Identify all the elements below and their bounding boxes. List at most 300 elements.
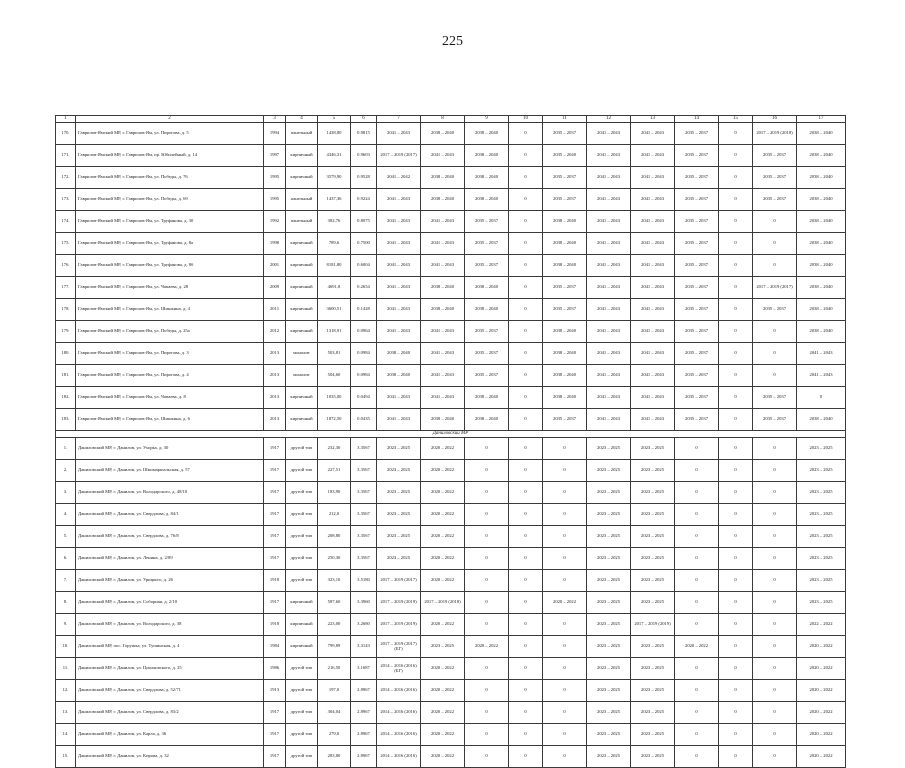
table-cell: 0 <box>753 365 797 387</box>
table-cell: панельный <box>286 189 318 211</box>
table-cell: 2038 – 2040 <box>797 277 846 299</box>
table-row <box>56 255 846 277</box>
table-cell: 2023 – 2025 <box>631 680 675 702</box>
table-cell: 2017 – 2019 (2017) <box>377 145 421 167</box>
table-cell: 181. <box>56 365 76 387</box>
table-cell: 3579,90 <box>318 167 351 189</box>
table-cell: 2035 – 2037 <box>753 189 797 211</box>
header-cell: 6 <box>351 116 377 123</box>
table-cell: 0 <box>719 167 753 189</box>
table-cell: 9. <box>56 614 76 636</box>
table-row <box>56 211 846 233</box>
table-cell: 2038 – 2040 <box>377 365 421 387</box>
table-cell: 2023 – 2025 <box>631 592 675 614</box>
table-row <box>56 145 846 167</box>
table-cell: 0 <box>509 233 543 255</box>
capital-repair-table <box>55 115 846 768</box>
table-cell: 0 <box>509 658 543 680</box>
table-cell: 2038 – 2040 <box>421 167 465 189</box>
table-row <box>56 460 846 482</box>
table-cell: 182. <box>56 387 76 409</box>
table-cell: 0.6004 <box>351 255 377 277</box>
table-cell: 2001 <box>264 255 286 277</box>
table-cell: 0 <box>675 526 719 548</box>
table-cell: 232,30 <box>318 438 351 460</box>
header-cell: 17 <box>797 116 846 123</box>
table-cell: 2023 – 2025 <box>631 460 675 482</box>
table-cell: 2041 – 2043 <box>377 409 421 431</box>
table-cell: 0.8075 <box>351 211 377 233</box>
table-cell: 3.3567 <box>351 504 377 526</box>
table-cell: 8181,80 <box>318 255 351 277</box>
table-cell: 0 <box>509 409 543 431</box>
table-cell: кирпичный <box>286 299 318 321</box>
header-cell: 9 <box>465 116 509 123</box>
table-cell: 0 <box>719 702 753 724</box>
table-cell: 0 <box>719 387 753 409</box>
table-cell: Гаврилов-Ямский МР, г. Гаврилов-Ям, ул. Труфанова, д. 8а <box>76 233 264 255</box>
table-cell: 2023 – 2025 <box>587 636 631 658</box>
header-cell: 4 <box>286 116 318 123</box>
table-cell: 2038 – 2040 <box>797 409 846 431</box>
table-cell: 0 <box>543 482 587 504</box>
table-cell: 0 <box>465 526 509 548</box>
table-cell: 171. <box>56 145 76 167</box>
table-cell: 2041 – 2043 <box>587 321 631 343</box>
table-row <box>56 167 846 189</box>
header-cell: 8 <box>421 116 465 123</box>
table-cell: 0 <box>509 343 543 365</box>
table-cell: 2020 – 2022 <box>797 702 846 724</box>
table-cell: 4346,31 <box>318 145 351 167</box>
table-row <box>56 409 846 431</box>
table-cell: 304,04 <box>318 702 351 724</box>
table-row <box>56 592 846 614</box>
table-cell: 0 <box>465 746 509 768</box>
table-cell: 2014 – 2016 (2016) <box>377 702 421 724</box>
table-cell: 0 <box>719 211 753 233</box>
table-cell: 2035 – 2040 <box>543 145 587 167</box>
table-cell: 0.9815 <box>351 123 377 145</box>
table-cell: Даниловский МР, г. Данилов, ул. Свердлова, д. 52/71 <box>76 680 264 702</box>
table-cell: 0 <box>719 570 753 592</box>
table-cell: 0.9528 <box>351 167 377 189</box>
table-cell: 216,50 <box>318 658 351 680</box>
table-cell: 2035 – 2037 <box>753 299 797 321</box>
table-cell: 2013 <box>264 387 286 409</box>
table-row <box>56 438 846 460</box>
table-cell: 2.8967 <box>351 680 377 702</box>
table-cell: 2038 – 2040 <box>465 167 509 189</box>
table-cell: 3.3567 <box>351 482 377 504</box>
table-cell: 0 <box>465 724 509 746</box>
table-cell: 2041 – 2043 <box>377 277 421 299</box>
table-cell: 0 <box>509 167 543 189</box>
table-cell: 0 <box>675 702 719 724</box>
table-cell: 2023 – 2025 <box>587 724 631 746</box>
table-cell: 2041 – 2043 <box>421 211 465 233</box>
table-cell: 0 <box>719 365 753 387</box>
table-cell: Гаврилов-Ямский МР, г. Гаврилов-Ям, ул. Труфанова, д. 8б <box>76 255 264 277</box>
table-cell: 2041 – 2043 <box>377 189 421 211</box>
table-cell: 2041 – 2043 <box>587 343 631 365</box>
table-cell: другой тип <box>286 438 318 460</box>
table-cell: 0 <box>509 570 543 592</box>
table-cell: 2035 – 2037 <box>543 189 587 211</box>
table-cell: 0 <box>719 460 753 482</box>
table-cell: 2020 – 2022 <box>421 504 465 526</box>
table-row <box>56 658 846 680</box>
table-cell: 2035 – 2037 <box>753 167 797 189</box>
table-cell: другой тип <box>286 724 318 746</box>
table-cell: кирпичный <box>286 387 318 409</box>
table-cell: 2038 – 2040 <box>421 277 465 299</box>
table-cell: другой тип <box>286 680 318 702</box>
table-cell: 3600,51 <box>318 299 351 321</box>
table-cell: 0 <box>753 233 797 255</box>
table-cell: 0 <box>719 548 753 570</box>
table-cell: 1917 <box>264 548 286 570</box>
header-cell: 16 <box>753 116 797 123</box>
table-cell: другой тип <box>286 504 318 526</box>
table-cell: 0 <box>675 438 719 460</box>
table-cell: 0 <box>753 614 797 636</box>
table-cell: 0 <box>753 746 797 768</box>
table-cell: 0.0984 <box>351 365 377 387</box>
table-cell: 2035 – 2037 <box>465 255 509 277</box>
table-cell: 2017 – 2019 (2017) (БГ) <box>377 636 421 658</box>
table-cell: 3.3960 <box>351 592 377 614</box>
table-cell: 2041 – 2043 <box>631 123 675 145</box>
table-cell: 0 <box>675 460 719 482</box>
table-cell: кирпичный <box>286 255 318 277</box>
table-row <box>56 233 846 255</box>
table-cell: 0 <box>465 504 509 526</box>
table-cell: 227,51 <box>318 460 351 482</box>
table-cell: 2041 – 2043 <box>631 233 675 255</box>
table-cell: Гаврилов-Ямский МР, г. Гаврилов-Ям, ул. Чапаева, д. 8 <box>76 387 264 409</box>
table-cell: 2012 <box>264 321 286 343</box>
table-cell: 2035 – 2037 <box>675 387 719 409</box>
table-row <box>56 526 846 548</box>
table-cell: Гаврилов-Ямский МР, г. Гаврилов-Ям, ул. Чапаева, д. 28 <box>76 277 264 299</box>
table-cell: кирпичный <box>286 145 318 167</box>
table-cell: 0 <box>719 321 753 343</box>
table-cell: 212,0 <box>318 504 351 526</box>
table-cell: 2023 – 2025 <box>587 614 631 636</box>
table-cell: Даниловский МР, г. Данилов, ул. Циолковского, д. 25 <box>76 658 264 680</box>
table-cell: 0 <box>543 658 587 680</box>
table-cell: Гаврилов-Ямский МР, г. Гаврилов-Ям, ул. Пирогова, д. 5 <box>76 123 264 145</box>
table-cell: Даниловский МР, г. Данилов, ул. Свердлова, д. 83/2 <box>76 702 264 724</box>
table-cell: 2023 – 2025 <box>797 460 846 482</box>
table-cell: 0 <box>675 504 719 526</box>
table-cell: 0.1428 <box>351 299 377 321</box>
table-cell: 2020 – 2022 <box>421 570 465 592</box>
table-cell: 0 <box>509 592 543 614</box>
table-cell: 1994 <box>264 123 286 145</box>
table-cell: 1984 <box>264 636 286 658</box>
table-cell: 2041 – 2043 <box>587 365 631 387</box>
table-cell: 2041 – 2043 <box>631 365 675 387</box>
table-cell: 0 <box>543 526 587 548</box>
table-cell: 1917 <box>264 438 286 460</box>
table-cell: 0 <box>543 680 587 702</box>
table-cell: 2035 – 2037 <box>675 145 719 167</box>
table-cell: 0 <box>465 680 509 702</box>
table-cell: Гаврилов-Ямский МР, г. Гаврилов-Ям, пр. Юбилейный, д. 14 <box>76 145 264 167</box>
table-cell: 2035 – 2037 <box>543 409 587 431</box>
table-cell: 11. <box>56 658 76 680</box>
table-cell: Даниловский МР, г. Данилов, ул. Свердлова, д. 76/8 <box>76 526 264 548</box>
table-cell: 2023 – 2025 <box>587 526 631 548</box>
table-cell: 2035 – 2037 <box>675 255 719 277</box>
table-cell: 0.9224 <box>351 189 377 211</box>
table-cell: 2035 – 2037 <box>675 123 719 145</box>
table-cell: 2038 – 2040 <box>377 343 421 365</box>
table-cell: Гаврилов-Ямский МР, г. Гаврилов-Ям, ул. Шишкина, д. 4 <box>76 299 264 321</box>
table-cell: 2023 – 2025 <box>587 438 631 460</box>
table-cell: 180. <box>56 343 76 365</box>
table-cell: панельный <box>286 211 318 233</box>
table-cell: 0 <box>465 702 509 724</box>
table-cell: 0 <box>719 123 753 145</box>
table-cell: 2023 – 2025 <box>631 724 675 746</box>
table-cell: 170. <box>56 123 76 145</box>
table-cell: 0 <box>509 321 543 343</box>
table-cell: 0 <box>753 482 797 504</box>
table-cell: 0 <box>509 460 543 482</box>
table-cell: 0 <box>509 526 543 548</box>
table-cell: 2023 – 2025 <box>377 482 421 504</box>
table-cell: Гаврилов-Ямский МР, г. Гаврилов-Ям, ул. Победы, д. 69 <box>76 189 264 211</box>
table-cell: 3.3567 <box>351 526 377 548</box>
table-cell: 0 <box>509 636 543 658</box>
table-cell: 0 <box>675 658 719 680</box>
table-cell: 1917 <box>264 702 286 724</box>
table-cell: 2038 – 2040 <box>465 123 509 145</box>
table-cell: 2038 – 2040 <box>421 123 465 145</box>
table-cell: 0 <box>675 482 719 504</box>
table-cell: другой тип <box>286 658 318 680</box>
table-cell: 2041 – 2043 <box>587 211 631 233</box>
table-cell: Даниловский МР, г. Данилов, ул. Володарского, д. 48/10 <box>76 482 264 504</box>
table-cell: 2020 – 2022 <box>421 482 465 504</box>
table-cell: 2017 – 2019 (2018) <box>753 123 797 145</box>
table-cell: 2038 – 2040 <box>797 255 846 277</box>
table-cell: 2041 – 2043 <box>587 233 631 255</box>
table-cell: 2035 – 2037 <box>675 211 719 233</box>
table-cell: 0 <box>753 460 797 482</box>
table-cell: 2023 – 2025 <box>631 658 675 680</box>
table-cell: 2022 – 2022 <box>797 614 846 636</box>
table-cell: 0.9603 <box>351 145 377 167</box>
table-cell: 0 <box>675 548 719 570</box>
table-cell: 0 <box>719 636 753 658</box>
table-row <box>56 636 846 658</box>
table-cell: 2023 – 2025 <box>631 438 675 460</box>
table-cell: 0 <box>719 658 753 680</box>
table-cell: 1998 <box>264 233 286 255</box>
table-cell: 799,89 <box>318 636 351 658</box>
table-cell: 1917 <box>264 504 286 526</box>
table-cell: 2035 – 2037 <box>465 321 509 343</box>
table-row <box>56 189 846 211</box>
table-cell: другой тип <box>286 526 318 548</box>
table-row <box>56 614 846 636</box>
table-cell: 2041 – 2043 <box>377 387 421 409</box>
table-cell: 0 <box>675 592 719 614</box>
table-cell: 4. <box>56 504 76 526</box>
table-cell: 2035 – 2037 <box>543 299 587 321</box>
table-cell: 174. <box>56 211 76 233</box>
table-cell: 2035 – 2037 <box>675 321 719 343</box>
table-cell: 0 <box>509 255 543 277</box>
table-cell: 0.0435 <box>351 409 377 431</box>
table-cell: 0 <box>753 526 797 548</box>
table-cell: 0 <box>719 592 753 614</box>
table-cell: 2038 – 2040 <box>797 167 846 189</box>
table-cell: 0.0494 <box>351 387 377 409</box>
table-cell: 2038 – 2040 <box>543 343 587 365</box>
table-cell: 0 <box>719 277 753 299</box>
table-cell: 2041 – 2043 <box>421 321 465 343</box>
table-cell: 1917 <box>264 724 286 746</box>
table-cell: 1917 <box>264 482 286 504</box>
table-row <box>56 277 846 299</box>
table-cell: другой тип <box>286 482 318 504</box>
table-cell: 503,81 <box>318 343 351 365</box>
table-cell: 0 <box>509 724 543 746</box>
header-cell: 3 <box>264 116 286 123</box>
table-cell: 2011 <box>264 299 286 321</box>
table-cell: 1995 <box>264 167 286 189</box>
table-cell: 2041 – 2043 <box>587 299 631 321</box>
table-cell: 2038 – 2040 <box>543 321 587 343</box>
table-cell: 0 <box>719 409 753 431</box>
table-cell: 2017 – 2019 (2018) <box>421 592 465 614</box>
table-cell: 2023 – 2025 <box>587 482 631 504</box>
table-cell: 1992 <box>264 211 286 233</box>
table-cell: 2038 – 2040 <box>421 299 465 321</box>
table-cell: 2020 – 2022 <box>797 636 846 658</box>
table-cell: 0 <box>509 548 543 570</box>
table-cell: 2038 – 2040 <box>543 233 587 255</box>
table-cell: 2035 – 2037 <box>675 189 719 211</box>
table-cell: 2.8967 <box>351 702 377 724</box>
table-cell: 2.8967 <box>351 724 377 746</box>
table-cell: 2041 – 2043 <box>421 343 465 365</box>
table-cell: 1917 <box>264 526 286 548</box>
table-cell: 2023 – 2025 <box>587 460 631 482</box>
table-cell: Даниловский МР, г. Данилов, ул. Урицкого, д. 26 <box>76 570 264 592</box>
header-cell: 14 <box>675 116 719 123</box>
table-cell: 2035 – 2037 <box>675 277 719 299</box>
table-cell: 0 <box>719 343 753 365</box>
table-row <box>56 702 846 724</box>
table-cell: панельный <box>286 123 318 145</box>
table-cell: 15. <box>56 746 76 768</box>
table-cell: 2038 – 2040 <box>797 233 846 255</box>
header-cell: 1 <box>56 116 76 123</box>
table-cell: 3.5180 <box>351 570 377 592</box>
table-cell: 2020 – 2022 <box>421 548 465 570</box>
table-cell: 0 <box>753 548 797 570</box>
table-cell: 1437,36 <box>318 189 351 211</box>
table-cell: 2023 – 2025 <box>797 438 846 460</box>
table-cell: 2023 – 2025 <box>797 548 846 570</box>
table-cell: 0 <box>753 343 797 365</box>
table-cell: 208,80 <box>318 526 351 548</box>
table-cell: 2038 – 2040 <box>797 321 846 343</box>
table-cell: 2041 – 2043 <box>631 189 675 211</box>
table-cell: 2041 – 2043 <box>377 321 421 343</box>
table-cell: 2041 – 2043 <box>421 365 465 387</box>
table-row <box>56 680 846 702</box>
table-cell: Гаврилов-Ямский МР, г. Гаврилов-Ям, ул. Победы, д. 76 <box>76 167 264 189</box>
table-cell: 0 <box>719 504 753 526</box>
table-cell: 0 <box>509 614 543 636</box>
table-cell: 2038 – 2040 <box>797 189 846 211</box>
table-cell: 2020 – 2022 <box>421 526 465 548</box>
table-cell: 1995 <box>264 189 286 211</box>
table-cell: 279,0 <box>318 724 351 746</box>
header-cell: 5 <box>318 116 351 123</box>
table-cell: 2035 – 2037 <box>465 365 509 387</box>
table-cell: 2023 – 2025 <box>631 548 675 570</box>
table-cell: 2041 – 2043 <box>377 123 421 145</box>
table-row <box>56 548 846 570</box>
section-label: Даниловский МР <box>56 431 846 438</box>
table-cell: кирпичный <box>286 592 318 614</box>
table-cell: 0 <box>465 438 509 460</box>
table-cell: 2041 – 2043 <box>587 167 631 189</box>
table-cell: 2020 – 2022 <box>421 658 465 680</box>
table-cell: 3.1687 <box>351 658 377 680</box>
table-cell: монолит <box>286 343 318 365</box>
table-cell: 2041 – 2043 <box>587 387 631 409</box>
table-row <box>56 299 846 321</box>
table-row <box>56 387 846 409</box>
table-cell: 2038 – 2040 <box>465 299 509 321</box>
table-cell: 2038 – 2040 <box>465 387 509 409</box>
table-cell: 2023 – 2025 <box>587 746 631 768</box>
table-cell: 2038 – 2040 <box>797 145 846 167</box>
table-cell: 176. <box>56 255 76 277</box>
table-cell: 172. <box>56 167 76 189</box>
table-cell: 2014 – 2016 (2016) <box>377 724 421 746</box>
table-cell: 0 <box>543 636 587 658</box>
table-cell: 2035 – 2037 <box>675 365 719 387</box>
table-cell: 2041 – 2043 <box>421 387 465 409</box>
table-cell: 789,6 <box>318 233 351 255</box>
table-cell: 2013 <box>264 409 286 431</box>
table-cell: 1917 <box>264 746 286 768</box>
table-cell: 2023 – 2025 <box>797 526 846 548</box>
table-cell: 2041 – 2043 <box>587 189 631 211</box>
table-cell: 2023 – 2025 <box>421 636 465 658</box>
table-cell: 2023 – 2025 <box>587 658 631 680</box>
table-cell: 0 <box>465 658 509 680</box>
table-cell: кирпичный <box>286 636 318 658</box>
table-cell: 2035 – 2037 <box>753 145 797 167</box>
table-cell: 2038 – 2040 <box>797 211 846 233</box>
table-cell: 0 <box>753 724 797 746</box>
table-cell: 0 <box>753 570 797 592</box>
table-cell: 1872,50 <box>318 409 351 431</box>
table-cell: 2035 – 2037 <box>465 233 509 255</box>
table-cell: 0 <box>543 724 587 746</box>
